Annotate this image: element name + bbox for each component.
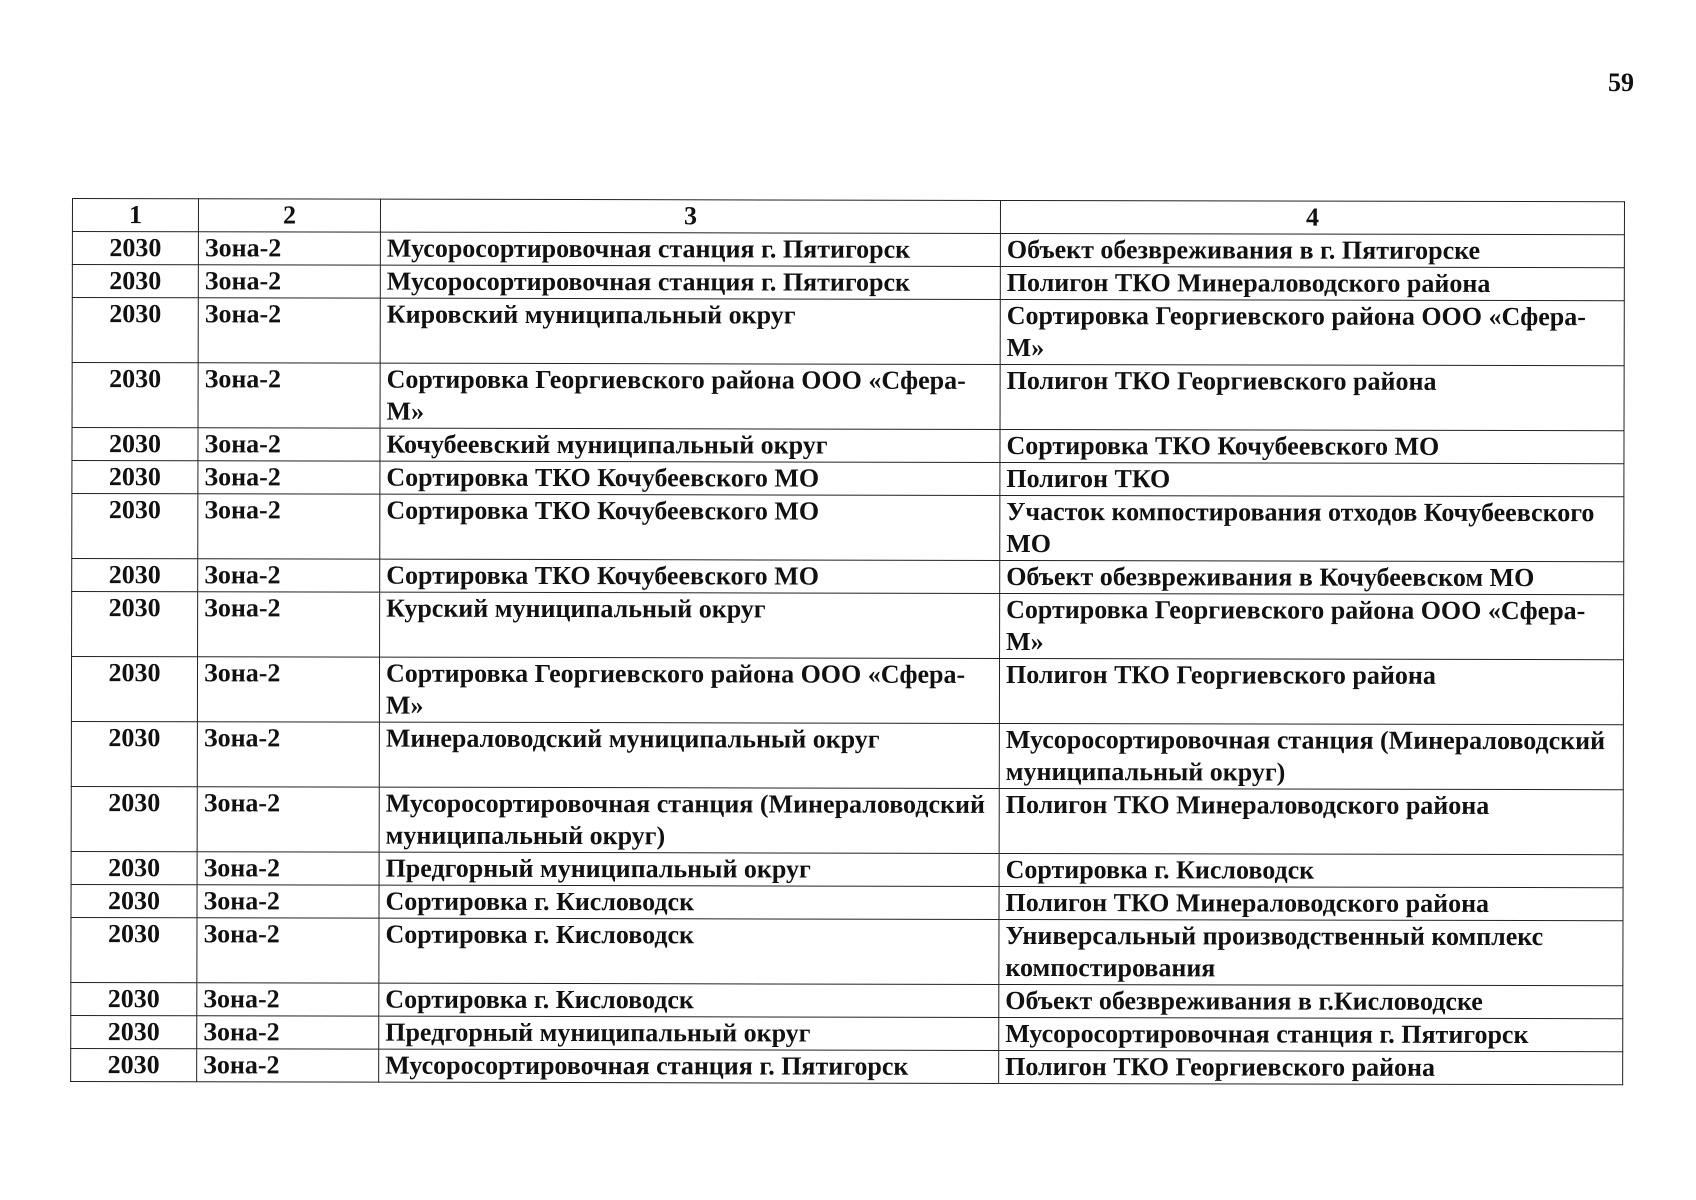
table-row [71,657,1623,725]
cell-year: 2030 [71,786,197,851]
cell-year: 2030 [71,1015,197,1048]
cell-destination: Полигон ТКО Минераловодского района [999,788,1623,854]
cell-source: Мусоросортировочная станция г. Пятигорск [379,1049,999,1083]
table-row [72,428,1624,464]
cell-year: 2030 [72,592,198,657]
cell-destination: Сортировка г. Кисловодск [999,853,1623,887]
cell-destination: Полигон ТКО Минераловодского района [999,886,1623,920]
table-row [72,232,1624,268]
table-row [72,363,1624,431]
cell-zone: Зона-2 [198,559,380,592]
cell-source: Сортировка ТКО Кочубеевского МО [380,559,1000,593]
routes-table-container [70,198,1624,1085]
cell-source: Минераловодский муниципальный округ [379,722,999,788]
cell-zone: Зона-2 [198,428,380,461]
cell-source: Сортировка г. Кисловодск [379,918,999,984]
cell-destination: Полигон ТКО Георгиевского района [1000,364,1624,430]
cell-zone: Зона-2 [198,461,380,494]
cell-year: 2030 [71,917,197,982]
cell-source: Сортировка ТКО Кочубеевского МО [380,461,1000,495]
table-row [72,298,1624,366]
cell-source: Курский муниципальный округ [380,592,1000,658]
cell-year: 2030 [72,298,198,363]
table-row [71,982,1623,1018]
cell-source: Мусоросортировочная станция г. Пятигорск [380,265,1000,299]
table-row [71,851,1623,887]
table-row [72,265,1624,301]
table-row [72,494,1624,562]
cell-year: 2030 [72,363,198,428]
cell-destination: Полигон ТКО Георгиевского района [999,1050,1623,1084]
cell-destination: Сортировка ТКО Кочубеевского МО [1000,429,1624,463]
cell-destination: Объект обезвреживания в г.Кисловодске [999,984,1623,1018]
cell-destination: Сортировка Георгиевского района ООО «Сфера-М» [1000,299,1624,365]
table-row [72,461,1624,497]
cell-source: Кочубеевский муниципальный округ [380,428,1000,462]
cell-source: Мусоросортировочная станция (Минераловодский муниципальный округ) [379,787,999,853]
cell-year: 2030 [71,721,197,786]
cell-zone: Зона-2 [198,298,380,363]
cell-zone: Зона-2 [198,494,380,559]
cell-zone: Зона-2 [197,787,379,852]
cell-zone: Зона-2 [197,885,379,918]
cell-source: Сортировка г. Кисловодск [379,983,999,1017]
cell-zone: Зона-2 [197,1049,379,1082]
cell-zone: Зона-2 [198,592,380,657]
cell-year: 2030 [71,851,197,884]
cell-source: Сортировка г. Кисловодск [379,885,999,919]
cell-year: 2030 [72,428,198,461]
cell-source: Кировский муниципальный округ [380,298,1000,364]
cell-year: 2030 [71,1048,197,1081]
cell-year: 2030 [71,982,197,1015]
cell-zone: Зона-2 [197,1016,379,1049]
cell-source: Мусоросортировочная станция г. Пятигорск [380,232,1000,266]
column-header-1: 1 [72,199,198,232]
cell-destination: Полигон ТКО [1000,462,1624,496]
table-row [71,884,1623,920]
cell-source: Предгорный муниципальный округ [379,1016,999,1050]
cell-year: 2030 [72,232,198,265]
cell-zone: Зона-2 [197,983,379,1016]
table-row [71,721,1623,789]
cell-zone: Зона-2 [197,722,379,787]
table-row [71,1015,1623,1051]
cell-zone: Зона-2 [198,363,380,428]
table-row [71,1048,1623,1084]
cell-year: 2030 [71,884,197,917]
table-body [71,232,1625,1085]
cell-zone: Зона-2 [197,657,379,722]
cell-source: Сортировка ТКО Кочубеевского МО [380,494,1000,560]
table-row [71,786,1623,854]
table-row [72,592,1624,660]
cell-year: 2030 [71,657,197,722]
cell-destination: Полигон ТКО Минераловодского района [1000,266,1624,300]
routes-table [70,198,1625,1085]
cell-zone: Зона-2 [198,232,380,265]
page-number: 59 [1608,68,1634,97]
cell-source: Сортировка Георгиевского района ООО «Сфера-М» [379,657,999,723]
cell-destination: Сортировка Георгиевского района ООО «Сфера-М» [1000,593,1624,659]
cell-destination: Объект обезвреживания в г. Пятигорске [1000,233,1624,267]
cell-destination: Полигон ТКО Георгиевского района [999,658,1623,724]
cell-destination: Объект обезвреживания в Кочубеевском МО [1000,560,1624,594]
cell-source: Предгорный муниципальный округ [379,852,999,886]
column-header-3: 3 [380,199,1000,233]
cell-destination: Универсальный производственный комплекс компостирования [999,919,1623,985]
table-header-row [72,199,1624,235]
cell-zone: Зона-2 [197,852,379,885]
cell-source: Сортировка Георгиевского района ООО «Сфера-М» [380,363,1000,429]
cell-year: 2030 [72,461,198,494]
cell-destination: Участок компостирования отходов Кочубеевского МО [1000,495,1624,561]
cell-year: 2030 [72,494,198,559]
cell-destination: Мусоросортировочная станция (Минераловодский муниципальный округ) [999,723,1623,789]
cell-year: 2030 [72,559,198,592]
cell-destination: Мусоросортировочная станция г. Пятигорск [999,1017,1623,1051]
cell-zone: Зона-2 [197,918,379,983]
column-header-2: 2 [198,199,380,232]
table-row [72,559,1624,595]
cell-zone: Зона-2 [198,265,380,298]
cell-year: 2030 [72,265,198,298]
table-row [71,917,1623,985]
column-header-4: 4 [1000,200,1624,234]
